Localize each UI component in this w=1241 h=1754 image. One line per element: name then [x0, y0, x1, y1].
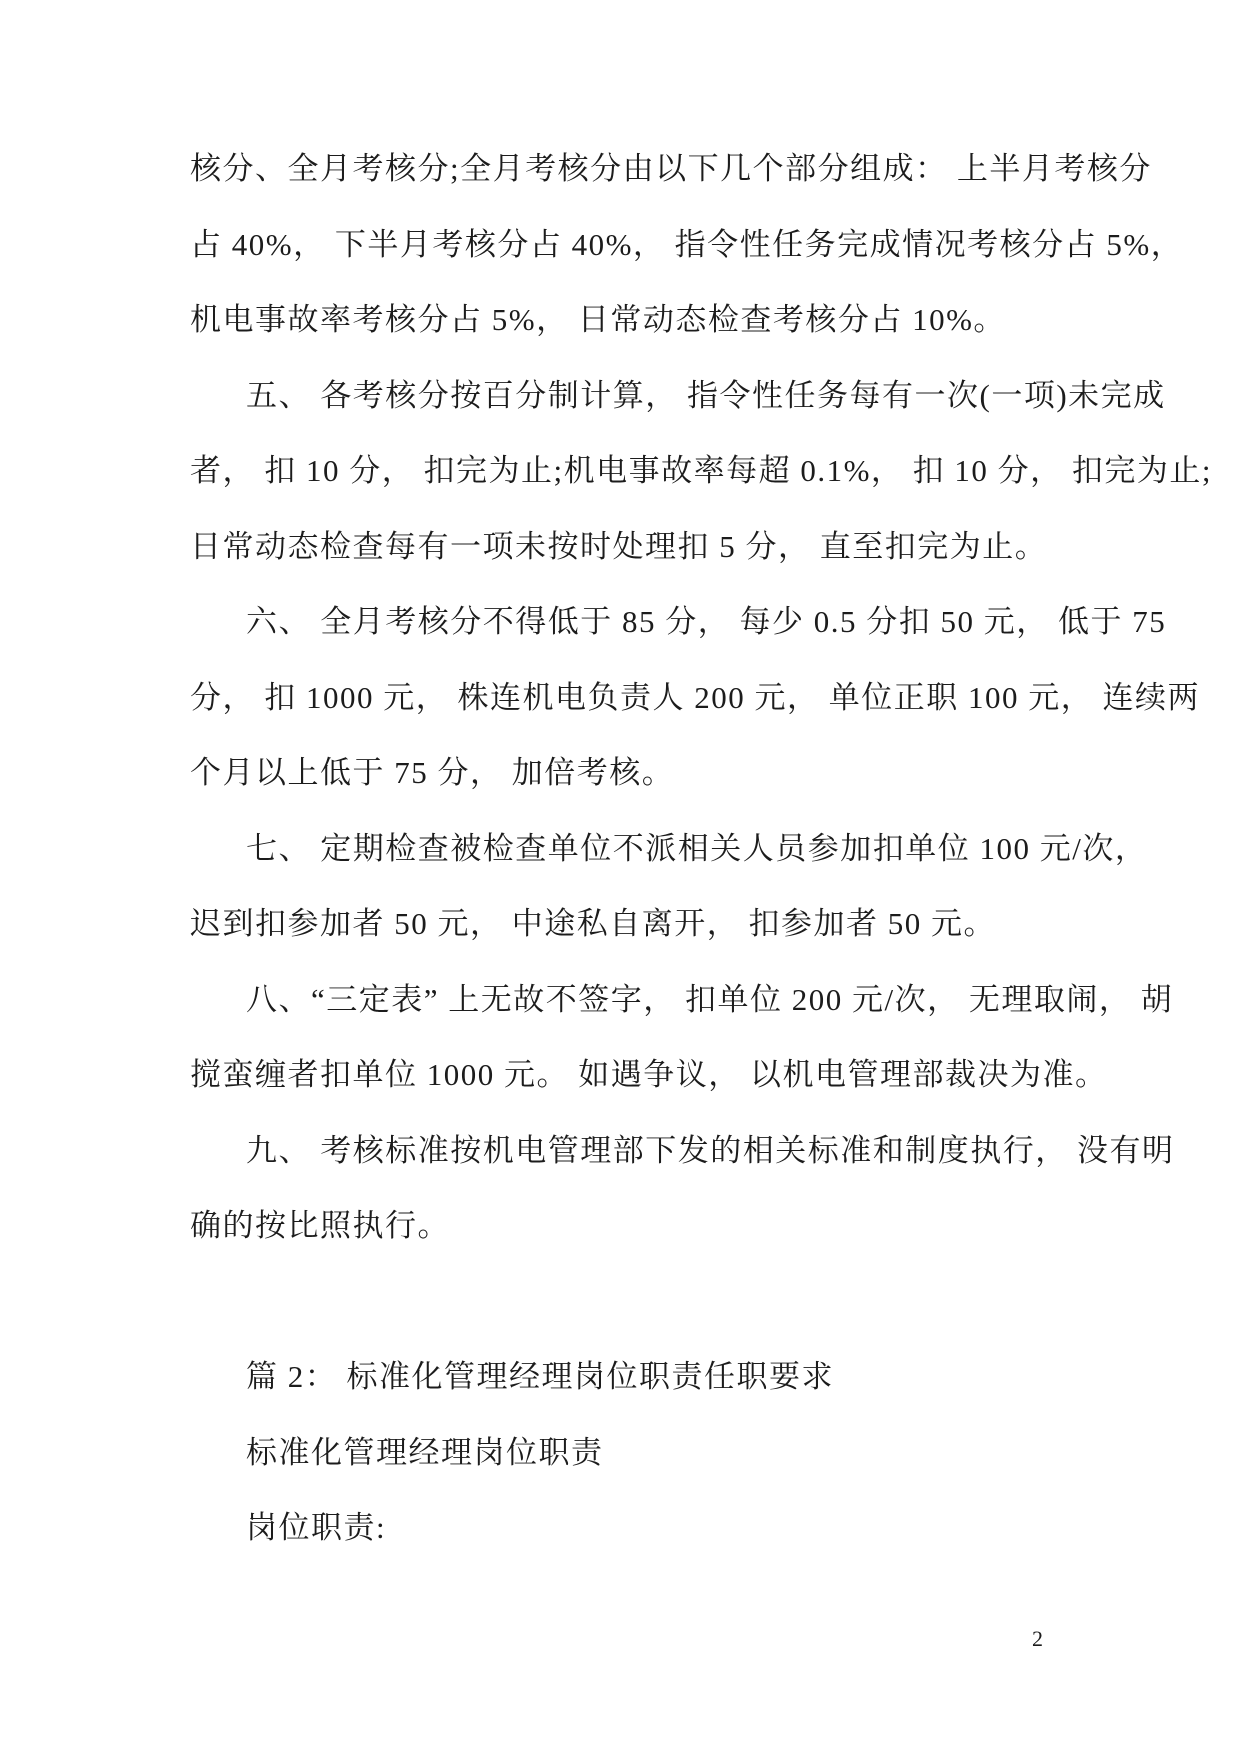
text-line: 九、 考核标准按机电管理部下发的相关标准和制度执行， 没有明 — [246, 1132, 1175, 1168]
text-line: 确的按比照执行。 — [190, 1208, 450, 1243]
text-line: 岗位职责: — [246, 1510, 387, 1545]
text-line: 标准化管理经理岗位职责 — [246, 1434, 604, 1470]
text-line: 者， 扣 10 分， 扣完为止;机电事故率每超 0.1%， 扣 10 分， 扣完为止; — [190, 453, 1213, 488]
text-line: 搅蛮缠者扣单位 1000 元。 如遇争议， 以机电管理部裁决为准。 — [190, 1057, 1108, 1092]
text-line: 分， 扣 1000 元， 株连机电负责人 200 元， 单位正职 100 元， 连续两 — [190, 679, 1200, 715]
text-line: 机电事故率考核分占 5%， 日常动态检查考核分占 10%。 — [190, 302, 1006, 337]
text-line: 篇 2： 标准化管理经理岗位职责任职要求 — [246, 1359, 834, 1394]
page-number: 2 — [1032, 1626, 1043, 1651]
text-line: 五、 各考核分按百分制计算， 指令性任务每有一次(一项)未完成 — [246, 377, 1166, 413]
text-line: 七、 定期检查被检查单位不派相关人员参加扣单位 100 元/次， — [246, 830, 1148, 866]
text-line: 个月以上低于 75 分， 加倍考核。 — [190, 755, 675, 790]
text-line: 核分、全月考核分;全月考核分由以下几个部分组成： 上半月考核分 — [190, 151, 1152, 186]
text-line: 占 40%， 下半月考核分占 40%， 指令性任务完成情况考核分占 5%， — [190, 226, 1184, 262]
text-line: 日常动态检查每有一项未按时处理扣 5 分， 直至扣完为止。 — [190, 528, 1048, 564]
text-line: 六、 全月考核分不得低于 85 分， 每少 0.5 分扣 50 元， 低于 75 — [246, 604, 1167, 639]
text-line: 迟到扣参加者 50 元， 中途私自离开， 扣参加者 50 元。 — [190, 906, 996, 941]
text-line: 八、“三定表” 上无故不签字， 扣单位 200 元/次， 无理取闹， 胡 — [246, 981, 1174, 1017]
